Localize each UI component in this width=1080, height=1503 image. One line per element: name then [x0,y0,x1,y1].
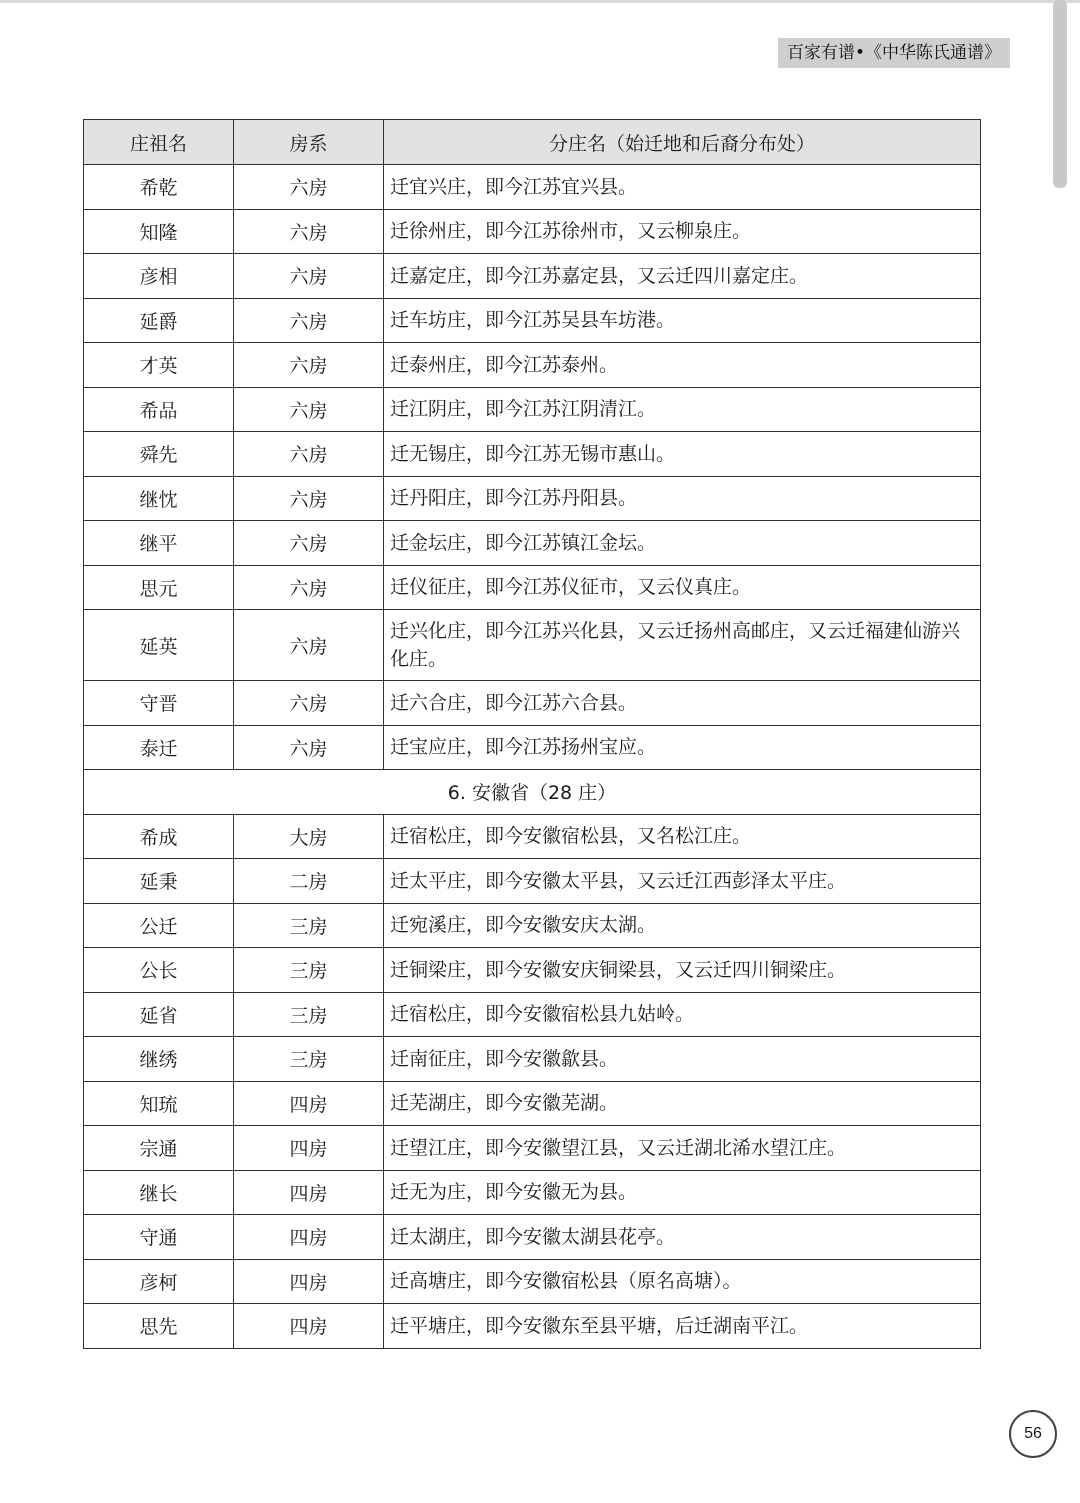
ancestor-cell: 公迁 [84,903,234,948]
table-row [84,814,981,859]
table-row [84,1126,981,1171]
settlement-cell: 迁芜湖庄，即今安徽芜湖。 [384,1081,981,1126]
table-row [84,565,981,610]
branch-cell: 四房 [234,1126,384,1171]
branch-cell: 六房 [234,565,384,610]
branch-cell: 六房 [234,298,384,343]
ancestor-cell: 泰迁 [84,725,234,770]
branch-cell: 三房 [234,1037,384,1082]
settlement-cell: 迁太湖庄，即今安徽太湖县花亭。 [384,1215,981,1260]
ancestor-cell: 守通 [84,1215,234,1260]
branch-cell: 四房 [234,1259,384,1304]
ancestor-cell: 延秉 [84,859,234,904]
settlement-cell: 迁太平庄，即今安徽太平县，又云迁江西彭泽太平庄。 [384,859,981,904]
table-row [84,903,981,948]
branch-cell: 六房 [234,165,384,210]
settlement-cell: 迁金坛庄，即今江苏镇江金坛。 [384,521,981,566]
genealogy-table [83,119,981,1349]
branch-cell: 六房 [234,343,384,388]
branch-cell: 二房 [234,859,384,904]
branch-cell: 六房 [234,681,384,726]
table-row [84,343,981,388]
branch-cell: 六房 [234,209,384,254]
table-row [84,165,981,210]
table-row [84,948,981,993]
settlement-cell: 迁宜兴庄，即今江苏宜兴县。 [384,165,981,210]
branch-cell: 六房 [234,476,384,521]
ancestor-cell: 延爵 [84,298,234,343]
settlement-cell: 迁六合庄，即今江苏六合县。 [384,681,981,726]
running-header: 百家有谱•《中华陈氏通谱》 [778,38,1010,68]
settlement-cell: 迁车坊庄，即今江苏吴县车坊港。 [384,298,981,343]
page-number: 56 [1009,1410,1057,1458]
branch-cell: 六房 [234,521,384,566]
settlement-cell: 迁南征庄，即今安徽歙县。 [384,1037,981,1082]
branch-cell: 四房 [234,1215,384,1260]
branch-cell: 三房 [234,992,384,1037]
branch-cell: 六房 [234,725,384,770]
settlement-cell: 迁徐州庄，即今江苏徐州市，又云柳泉庄。 [384,209,981,254]
table-row [84,1170,981,1215]
table-row [84,432,981,477]
branch-cell: 三房 [234,903,384,948]
settlement-cell: 迁宛溪庄，即今安徽安庆太湖。 [384,903,981,948]
ancestor-cell: 思先 [84,1304,234,1349]
branch-cell: 六房 [234,254,384,299]
ancestor-cell: 思元 [84,565,234,610]
ancestor-cell: 继忱 [84,476,234,521]
table-header-row [84,120,981,165]
settlement-cell: 迁嘉定庄，即今江苏嘉定县，又云迁四川嘉定庄。 [384,254,981,299]
settlement-cell: 迁宿松庄，即今安徽宿松县九姑岭。 [384,992,981,1037]
branch-cell: 六房 [234,387,384,432]
table-row [84,387,981,432]
settlement-cell: 迁无锡庄，即今江苏无锡市惠山。 [384,432,981,477]
column-header-settlement: 分庄名（始迁地和后裔分布处） [384,120,981,165]
settlement-cell: 迁无为庄，即今安徽无为县。 [384,1170,981,1215]
ancestor-cell: 希品 [84,387,234,432]
ancestor-cell: 希乾 [84,165,234,210]
table-row [84,1081,981,1126]
ancestor-cell: 公长 [84,948,234,993]
settlement-cell: 迁望江庄，即今安徽望江县，又云迁湖北浠水望江庄。 [384,1126,981,1171]
ancestor-cell: 延省 [84,992,234,1037]
ancestor-cell: 守晋 [84,681,234,726]
table-row [84,610,981,681]
settlement-cell: 迁平塘庄，即今安徽东至县平塘，后迁湖南平江。 [384,1304,981,1349]
table-row [84,725,981,770]
table-row [84,1215,981,1260]
ancestor-cell: 知琉 [84,1081,234,1126]
settlement-cell: 迁泰州庄，即今江苏泰州。 [384,343,981,388]
branch-cell: 大房 [234,814,384,859]
column-header-ancestor: 庄祖名 [84,120,234,165]
branch-cell: 六房 [234,432,384,477]
table-row [84,992,981,1037]
section-row [84,770,981,815]
table-row [84,476,981,521]
top-rule [0,0,1080,3]
ancestor-cell: 彦相 [84,254,234,299]
ancestor-cell: 宗通 [84,1126,234,1171]
branch-cell: 六房 [234,610,384,681]
branch-cell: 四房 [234,1304,384,1349]
table-row [84,209,981,254]
ancestor-cell: 知隆 [84,209,234,254]
table-row [84,1259,981,1304]
ancestor-cell: 继平 [84,521,234,566]
section-label: 6. 安徽省（28 庄） [84,770,981,815]
settlement-cell: 迁宝应庄，即今江苏扬州宝应。 [384,725,981,770]
settlement-cell: 迁丹阳庄，即今江苏丹阳县。 [384,476,981,521]
settlement-cell: 迁宿松庄，即今安徽宿松县，又名松江庄。 [384,814,981,859]
settlement-cell: 迁兴化庄，即今江苏兴化县，又云迁扬州高邮庄，又云迁福建仙游兴化庄。 [384,610,981,681]
table-row [84,521,981,566]
settlement-cell: 迁高塘庄，即今安徽宿松县（原名高塘）。 [384,1259,981,1304]
table-row [84,298,981,343]
column-header-branch: 房系 [234,120,384,165]
ancestor-cell: 彦柯 [84,1259,234,1304]
branch-cell: 三房 [234,948,384,993]
table-row [84,859,981,904]
table-row [84,1304,981,1349]
ancestor-cell: 才英 [84,343,234,388]
ancestor-cell: 延英 [84,610,234,681]
branch-cell: 四房 [234,1081,384,1126]
settlement-cell: 迁仪征庄，即今江苏仪征市，又云仪真庄。 [384,565,981,610]
ancestor-cell: 继长 [84,1170,234,1215]
table-row [84,254,981,299]
branch-cell: 四房 [234,1170,384,1215]
settlement-cell: 迁铜梁庄，即今安徽安庆铜梁县，又云迁四川铜梁庄。 [384,948,981,993]
settlement-cell: 迁江阴庄，即今江苏江阴清江。 [384,387,981,432]
ancestor-cell: 希成 [84,814,234,859]
scrollbar-thumb[interactable] [1053,0,1067,188]
ancestor-cell: 继绣 [84,1037,234,1082]
ancestor-cell: 舜先 [84,432,234,477]
table-row [84,681,981,726]
table-row [84,1037,981,1082]
